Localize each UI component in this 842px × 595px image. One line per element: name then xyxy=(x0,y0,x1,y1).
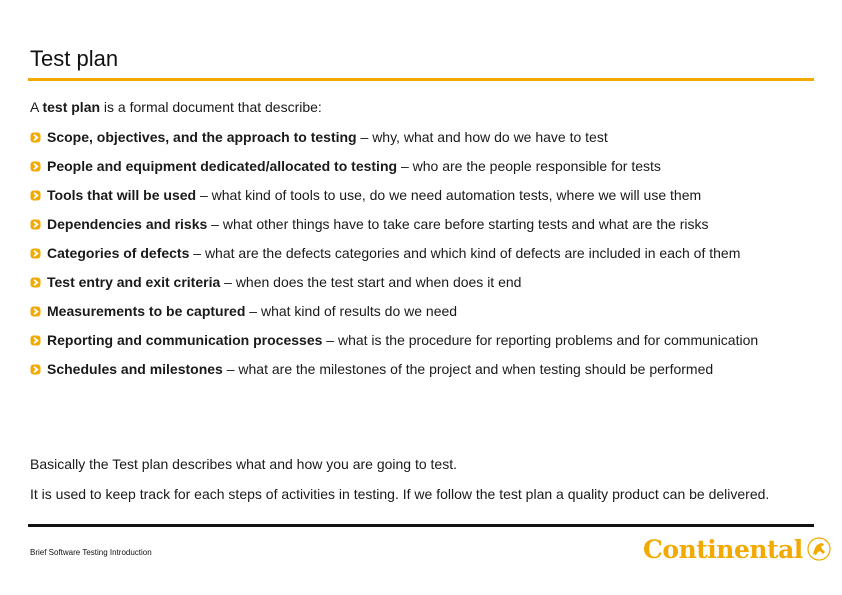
list-item xyxy=(30,302,820,320)
item-rest: – what is the procedure for reporting problems and for communication xyxy=(322,332,759,348)
item-strong: Scope, objectives, and the approach to testing xyxy=(47,129,357,145)
bullet-icon xyxy=(30,306,41,317)
list-item xyxy=(30,360,820,378)
list-item xyxy=(30,128,820,146)
list-item xyxy=(30,331,820,349)
item-strong: Measurements to be captured xyxy=(47,303,246,319)
item-rest: – when does the test start and when does it end xyxy=(220,274,522,290)
bullet-icon xyxy=(30,190,41,201)
item-strong: Test entry and exit criteria xyxy=(47,274,221,290)
summary-paragraph: Basically the Test plan describes what and how you are going to test. xyxy=(30,456,457,472)
item-rest: – who are the people responsible for tests xyxy=(397,158,661,174)
item-rest: – what kind of results do we need xyxy=(245,303,458,319)
item-rest: – what are the milestones of the project and when testing should be performed xyxy=(222,361,714,377)
bullet-icon xyxy=(30,132,41,143)
item-strong: Reporting and communication processes xyxy=(47,332,323,348)
footer-divider xyxy=(28,524,814,527)
list-item xyxy=(30,244,820,262)
title-divider xyxy=(28,78,814,81)
intro-strong: test plan xyxy=(42,99,101,115)
list-item xyxy=(30,215,820,233)
item-strong: Categories of defects xyxy=(47,245,190,261)
item-strong: Tools that will be used xyxy=(47,187,197,203)
list-item xyxy=(30,157,820,175)
item-rest: – what are the defects categories and which kind of defects are included in each of them xyxy=(189,245,741,261)
bullet-icon xyxy=(30,161,41,172)
item-rest: – what other things have to take care before starting tests and what are the risks xyxy=(207,216,709,232)
item-strong: Schedules and milestones xyxy=(47,361,223,377)
intro-text xyxy=(30,99,322,116)
item-rest: – what kind of tools to use, do we need automation tests, where we will use them xyxy=(196,187,702,203)
intro-prefix: A xyxy=(30,99,43,115)
bullet-icon xyxy=(30,364,41,375)
item-strong: Dependencies and risks xyxy=(47,216,208,232)
bullet-icon xyxy=(30,219,41,230)
item-rest: – why, what and how do we have to test xyxy=(356,129,608,145)
item-strong: People and equipment dedicated/allocated to testing xyxy=(47,158,398,174)
horse-emblem-icon xyxy=(807,537,831,561)
bullet-list xyxy=(30,128,820,389)
list-item xyxy=(30,273,820,291)
brand-logo xyxy=(643,533,831,565)
bullet-icon xyxy=(30,335,41,346)
purpose-paragraph: It is used to keep track for each steps of activities in testing. If we follow the test plan a quality product can be delivered. xyxy=(30,486,770,502)
page-title: Test plan xyxy=(30,46,119,71)
bullet-icon xyxy=(30,277,41,288)
logo-text: Continental xyxy=(643,534,803,564)
footer-caption: Brief Software Testing Introduction xyxy=(30,548,152,557)
list-item xyxy=(30,186,820,204)
intro-suffix: is a formal document that describe: xyxy=(100,99,322,115)
bullet-icon xyxy=(30,248,41,259)
